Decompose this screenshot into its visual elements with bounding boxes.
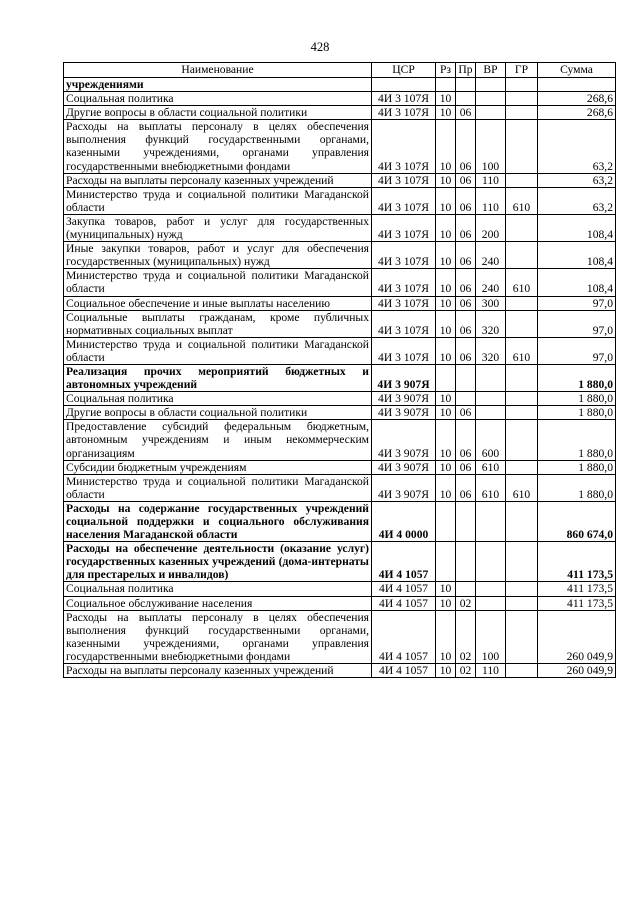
cell-pr: 06	[456, 337, 476, 364]
cell-vr: 300	[476, 296, 506, 310]
cell-vr: 600	[476, 420, 506, 460]
cell-pr	[456, 78, 476, 92]
cell-csr: 4И 3 907Я	[372, 474, 436, 501]
cell-csr: 4И 3 907Я	[372, 392, 436, 406]
cell-name: Расходы на выплаты персоналу в целях обеспечения выполнения функций государственными органами, казенными учреждениями, органами управления государственными внебюджетными фондами	[64, 120, 372, 173]
cell-sum: 1 880,0	[538, 406, 616, 420]
cell-sum: 97,0	[538, 310, 616, 337]
table-row	[64, 173, 616, 187]
cell-vr	[476, 106, 506, 120]
cell-rz: 10	[436, 337, 456, 364]
cell-name: Субсидии бюджетным учреждениям	[64, 460, 372, 474]
cell-sum: 108,4	[538, 214, 616, 241]
cell-vr: 100	[476, 610, 506, 663]
cell-name: Министерство труда и социальной политики Магаданской области	[64, 337, 372, 364]
cell-rz: 10	[436, 582, 456, 596]
cell-gr	[506, 392, 538, 406]
cell-name: Расходы на выплаты персоналу казенных учреждений	[64, 664, 372, 678]
cell-rz: 10	[436, 173, 456, 187]
cell-gr	[506, 120, 538, 173]
cell-sum: 97,0	[538, 337, 616, 364]
cell-vr: 610	[476, 474, 506, 501]
table-row	[64, 542, 616, 582]
cell-rz: 10	[436, 420, 456, 460]
cell-gr	[506, 173, 538, 187]
cell-name: Социальная политика	[64, 582, 372, 596]
cell-pr: 06	[456, 120, 476, 173]
cell-sum: 411 173,5	[538, 582, 616, 596]
cell-sum: 97,0	[538, 296, 616, 310]
cell-csr: 4И 3 107Я	[372, 173, 436, 187]
table-row	[64, 78, 616, 92]
cell-sum: 63,2	[538, 173, 616, 187]
cell-gr	[506, 214, 538, 241]
cell-pr: 06	[456, 106, 476, 120]
cell-name: Министерство труда и социальной политики Магаданской области	[64, 187, 372, 214]
cell-name: Расходы на выплаты персоналу казенных учреждений	[64, 173, 372, 187]
table-row	[64, 92, 616, 106]
cell-rz: 10	[436, 92, 456, 106]
cell-gr	[506, 296, 538, 310]
cell-pr: 02	[456, 664, 476, 678]
cell-pr	[456, 364, 476, 391]
cell-sum: 1 880,0	[538, 474, 616, 501]
cell-pr: 06	[456, 460, 476, 474]
cell-vr: 320	[476, 337, 506, 364]
cell-gr	[506, 242, 538, 269]
table-row	[64, 310, 616, 337]
cell-name: учреждениями	[64, 78, 372, 92]
cell-sum: 411 173,5	[538, 596, 616, 610]
cell-name: Расходы на содержание государственных учреждений социальной поддержки и социального обслуживания населения Магаданской области	[64, 501, 372, 541]
cell-vr: 110	[476, 664, 506, 678]
cell-rz: 10	[436, 106, 456, 120]
cell-name: Социальная политика	[64, 392, 372, 406]
table-row	[64, 187, 616, 214]
cell-pr: 06	[456, 406, 476, 420]
cell-name: Расходы на выплаты персоналу в целях обеспечения выполнения функций государственными органами, казенными учреждениями, органами управления государственными внебюджетными фондами	[64, 610, 372, 663]
cell-name: Закупка товаров, работ и услуг для государственных (муниципальных) нужд	[64, 214, 372, 241]
cell-sum: 63,2	[538, 187, 616, 214]
cell-pr	[456, 501, 476, 541]
header-gr: ГР	[506, 63, 538, 78]
cell-sum: 1 880,0	[538, 460, 616, 474]
cell-gr: 610	[506, 187, 538, 214]
cell-rz: 10	[436, 187, 456, 214]
table-row	[64, 420, 616, 460]
cell-vr: 200	[476, 214, 506, 241]
cell-sum	[538, 78, 616, 92]
table-row	[64, 460, 616, 474]
cell-pr: 06	[456, 296, 476, 310]
cell-rz: 10	[436, 310, 456, 337]
cell-name: Социальные выплаты гражданам, кроме публичных нормативных социальных выплат	[64, 310, 372, 337]
cell-vr: 110	[476, 173, 506, 187]
cell-pr: 06	[456, 474, 476, 501]
cell-gr: 610	[506, 474, 538, 501]
cell-gr	[506, 582, 538, 596]
cell-gr	[506, 460, 538, 474]
cell-name: Министерство труда и социальной политики Магаданской области	[64, 474, 372, 501]
cell-vr	[476, 406, 506, 420]
cell-rz: 10	[436, 610, 456, 663]
cell-rz: 10	[436, 242, 456, 269]
cell-name: Реализация прочих мероприятий бюджетных и автономных учреждений	[64, 364, 372, 391]
cell-pr	[456, 92, 476, 106]
cell-pr: 06	[456, 214, 476, 241]
cell-vr	[476, 364, 506, 391]
cell-vr	[476, 92, 506, 106]
cell-vr	[476, 78, 506, 92]
cell-vr: 610	[476, 460, 506, 474]
cell-sum: 268,6	[538, 92, 616, 106]
cell-vr: 320	[476, 310, 506, 337]
cell-vr: 110	[476, 187, 506, 214]
cell-sum: 1 880,0	[538, 392, 616, 406]
cell-gr	[506, 364, 538, 391]
cell-gr	[506, 406, 538, 420]
cell-pr: 06	[456, 310, 476, 337]
cell-rz	[436, 78, 456, 92]
cell-csr: 4И 3 107Я	[372, 269, 436, 296]
cell-name: Министерство труда и социальной политики Магаданской области	[64, 269, 372, 296]
cell-vr: 240	[476, 242, 506, 269]
cell-rz: 10	[436, 406, 456, 420]
header-vr: ВР	[476, 63, 506, 78]
cell-vr	[476, 542, 506, 582]
cell-sum: 260 049,9	[538, 610, 616, 663]
table-row	[64, 296, 616, 310]
header-sum: Сумма	[538, 63, 616, 78]
cell-sum: 1 880,0	[538, 420, 616, 460]
table-row	[64, 610, 616, 663]
cell-csr: 4И 3 107Я	[372, 337, 436, 364]
cell-gr	[506, 78, 538, 92]
cell-rz: 10	[436, 596, 456, 610]
header-rz: Рз	[436, 63, 456, 78]
cell-csr: 4И 3 107Я	[372, 242, 436, 269]
cell-csr: 4И 3 107Я	[372, 214, 436, 241]
cell-csr: 4И 3 907Я	[372, 364, 436, 391]
cell-rz: 10	[436, 664, 456, 678]
cell-name: Социальное обеспечение и иные выплаты населению	[64, 296, 372, 310]
cell-pr: 06	[456, 187, 476, 214]
cell-name: Предоставление субсидий федеральным бюджетным, автономным учреждениям и иным некоммерческим организациям	[64, 420, 372, 460]
cell-csr: 4И 3 107Я	[372, 92, 436, 106]
table-row	[64, 664, 616, 678]
cell-csr: 4И 3 907Я	[372, 420, 436, 460]
cell-rz: 10	[436, 296, 456, 310]
cell-pr: 02	[456, 596, 476, 610]
table-row	[64, 214, 616, 241]
cell-sum: 411 173,5	[538, 542, 616, 582]
cell-sum: 268,6	[538, 106, 616, 120]
cell-sum: 860 674,0	[538, 501, 616, 541]
table-row	[64, 337, 616, 364]
cell-pr	[456, 582, 476, 596]
cell-sum: 63,2	[538, 120, 616, 173]
cell-gr: 610	[506, 269, 538, 296]
table-row	[64, 364, 616, 391]
table-header-row	[64, 63, 616, 78]
cell-name: Другие вопросы в области социальной политики	[64, 106, 372, 120]
cell-name: Расходы на обеспечение деятельности (оказание услуг) государственных казенных учреждений (дома-интернаты для престарелых и инвалидов)	[64, 542, 372, 582]
cell-name: Социальная политика	[64, 92, 372, 106]
table-row	[64, 474, 616, 501]
cell-name: Иные закупки товаров, работ и услуг для обеспечения государственных (муниципальных) нужд	[64, 242, 372, 269]
cell-pr: 06	[456, 242, 476, 269]
cell-gr	[506, 106, 538, 120]
cell-csr	[372, 78, 436, 92]
cell-csr: 4И 3 107Я	[372, 187, 436, 214]
cell-sum: 1 880,0	[538, 364, 616, 391]
table-row	[64, 392, 616, 406]
table-row	[64, 242, 616, 269]
cell-name: Другие вопросы в области социальной политики	[64, 406, 372, 420]
cell-csr: 4И 3 907Я	[372, 460, 436, 474]
cell-csr: 4И 4 1057	[372, 582, 436, 596]
cell-gr	[506, 542, 538, 582]
cell-gr	[506, 610, 538, 663]
table-row	[64, 501, 616, 541]
cell-vr	[476, 501, 506, 541]
cell-gr	[506, 664, 538, 678]
table-row	[64, 406, 616, 420]
cell-pr: 02	[456, 610, 476, 663]
cell-rz: 10	[436, 392, 456, 406]
cell-csr: 4И 3 907Я	[372, 406, 436, 420]
cell-pr	[456, 542, 476, 582]
cell-pr	[456, 392, 476, 406]
cell-sum: 108,4	[538, 242, 616, 269]
table-row	[64, 106, 616, 120]
cell-gr: 610	[506, 337, 538, 364]
cell-rz: 10	[436, 460, 456, 474]
table-body	[64, 78, 616, 678]
cell-csr: 4И 4 1057	[372, 664, 436, 678]
cell-vr	[476, 582, 506, 596]
header-pr: Пр	[456, 63, 476, 78]
table-row	[64, 582, 616, 596]
cell-csr: 4И 4 1057	[372, 596, 436, 610]
table-row	[64, 269, 616, 296]
cell-csr: 4И 3 107Я	[372, 310, 436, 337]
cell-sum: 260 049,9	[538, 664, 616, 678]
cell-rz: 10	[436, 474, 456, 501]
cell-csr: 4И 4 0000	[372, 501, 436, 541]
header-csr: ЦСР	[372, 63, 436, 78]
cell-sum: 108,4	[538, 269, 616, 296]
cell-vr: 100	[476, 120, 506, 173]
cell-gr	[506, 420, 538, 460]
cell-csr: 4И 3 107Я	[372, 120, 436, 173]
cell-rz: 10	[436, 269, 456, 296]
page-number: 428	[310, 40, 330, 54]
table-row	[64, 596, 616, 610]
cell-gr	[506, 501, 538, 541]
cell-rz	[436, 364, 456, 391]
cell-vr	[476, 596, 506, 610]
cell-vr: 240	[476, 269, 506, 296]
table-row	[64, 120, 616, 173]
cell-pr: 06	[456, 269, 476, 296]
cell-gr	[506, 310, 538, 337]
cell-rz: 10	[436, 214, 456, 241]
cell-csr: 4И 4 1057	[372, 542, 436, 582]
cell-gr	[506, 92, 538, 106]
cell-pr: 06	[456, 173, 476, 187]
cell-rz: 10	[436, 120, 456, 173]
cell-name: Социальное обслуживание населения	[64, 596, 372, 610]
cell-vr	[476, 392, 506, 406]
cell-csr: 4И 4 1057	[372, 610, 436, 663]
budget-table	[63, 62, 616, 678]
cell-gr	[506, 596, 538, 610]
cell-rz	[436, 542, 456, 582]
cell-csr: 4И 3 107Я	[372, 296, 436, 310]
cell-csr: 4И 3 107Я	[372, 106, 436, 120]
header-name: Наименование	[64, 63, 372, 78]
cell-pr: 06	[456, 420, 476, 460]
cell-rz	[436, 501, 456, 541]
